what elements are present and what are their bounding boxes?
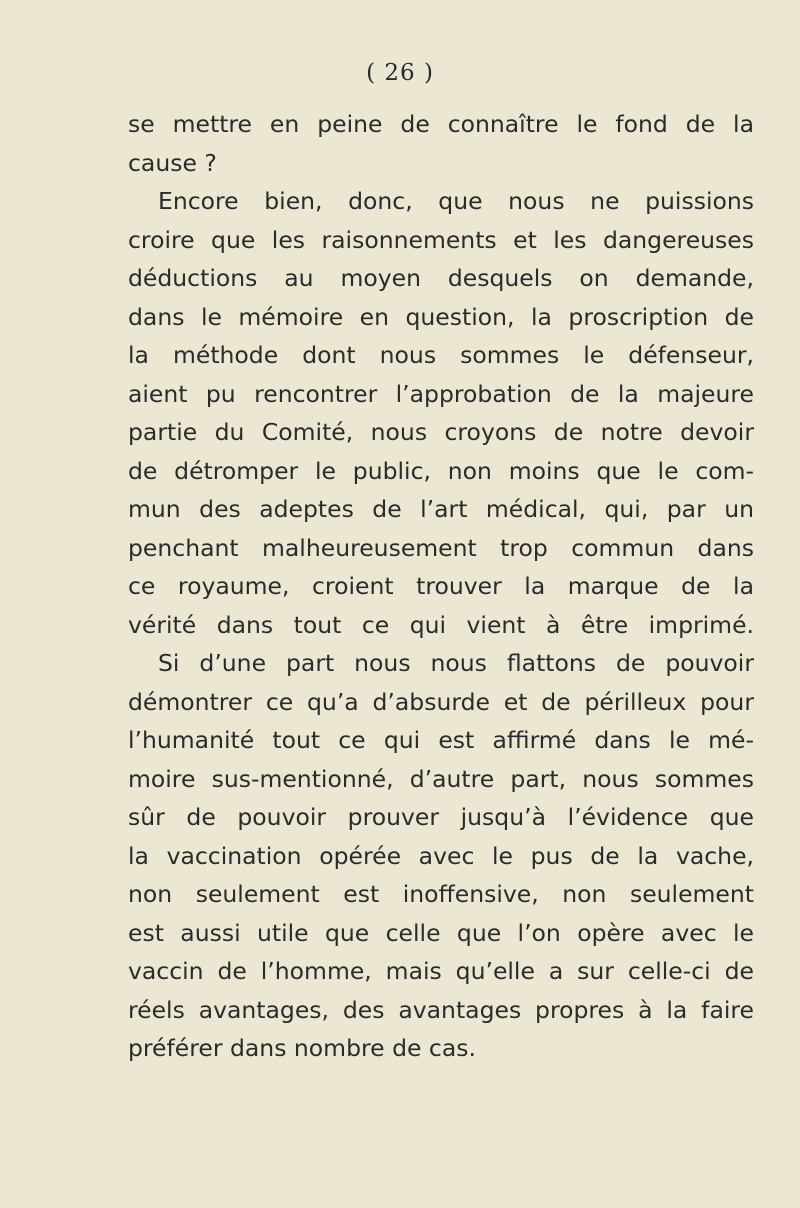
text-line: penchant malheureusement trop commun dans [128, 533, 754, 562]
body-text [128, 105, 754, 1068]
text-line: vérité dans tout ce qui vient à être imprimé. [128, 610, 754, 639]
text-line: la vaccination opérée avec le pus de la vache, [128, 841, 754, 870]
text-line: sûr de pouvoir prouver jusqu’à l’évidence que [128, 803, 754, 831]
text-line: démontrer ce qu’a d’absurde et de périlleux pour [128, 687, 754, 716]
text-line: vaccin de l’homme, mais qu’elle a sur celle-ci de [128, 957, 754, 985]
text-line: ce royaume, croient trouver la marque de la [128, 572, 754, 600]
text-line: la méthode dont nous sommes le défenseur, [128, 341, 754, 369]
text-line: déductions au moyen desquels on demande, [128, 264, 754, 292]
text-line: non seulement est inoffensive, non seulement [128, 880, 754, 908]
text-line: de détromper le public, non moins que le com- [128, 456, 754, 485]
page-number: ( 26 ) [366, 60, 434, 86]
text-line: cause ? [128, 148, 217, 177]
text-line: l’humanité tout ce qui est affirmé dans le mé- [128, 726, 754, 754]
text-line: mun des adeptes de l’art médical, qui, par un [128, 495, 754, 523]
text-line: aient pu rencontrer l’approbation de la majeure [128, 379, 754, 408]
text-line: réels avantages, des avantages propres à la faire [128, 995, 754, 1024]
text-line: moire sus-mentionné, d’autre part, nous sommes [128, 764, 754, 793]
text-line: Si d’une part nous nous flattons de pouvoir [158, 649, 754, 677]
text-line: partie du Comité, nous croyons de notre devoir [128, 418, 754, 446]
text-line: se mettre en peine de connaître le fond de la [128, 110, 754, 138]
text-line: préférer dans nombre de cas. [128, 1034, 476, 1062]
text-line: croire que les raisonnements et les dangereuses [128, 225, 754, 254]
text-line: est aussi utile que celle que l’on opère avec le [128, 918, 754, 947]
text-line: Encore bien, donc, que nous ne puissions [158, 187, 754, 215]
text-line: dans le mémoire en question, la proscription de [128, 302, 754, 331]
